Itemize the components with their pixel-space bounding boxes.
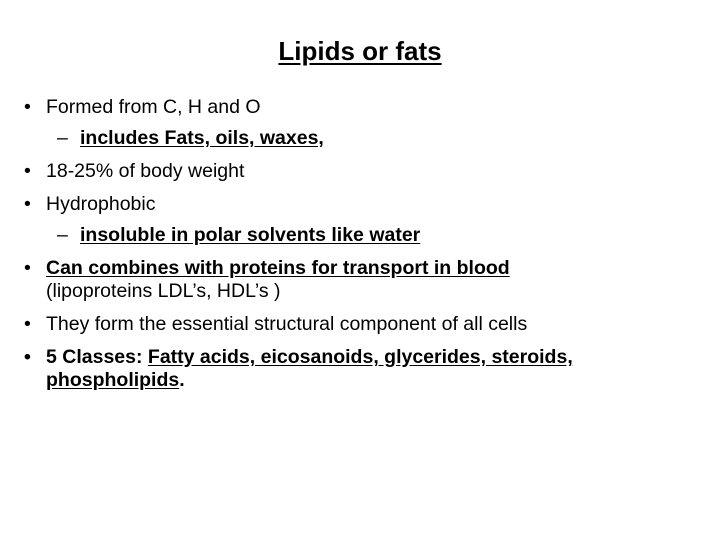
sub-bullet-text: includes Fats, oils, waxes, <box>80 127 324 149</box>
bullet-item <box>22 96 712 119</box>
slide-title-text: Lipids or fats <box>278 36 442 66</box>
dash-marker: – <box>57 127 68 149</box>
sub-bullet-item <box>22 127 712 150</box>
bullet-marker: • <box>24 193 31 215</box>
bullet-text: 18-25% of body weight <box>46 160 245 182</box>
classes-end: . <box>179 369 185 391</box>
bullet-marker: • <box>24 346 31 368</box>
slide-title <box>0 33 720 69</box>
bullet-item <box>22 160 712 183</box>
sub-bullet-item <box>22 224 712 247</box>
classes-last: phospholipids <box>46 369 180 391</box>
bullet-text: Hydrophobic <box>46 193 156 215</box>
dash-marker: – <box>57 224 68 246</box>
bullet-marker: • <box>24 96 31 118</box>
bullet-marker: • <box>24 160 31 182</box>
bullet-marker: • <box>24 257 31 279</box>
sub-bullet-text: insoluble in polar solvents like water <box>80 224 421 246</box>
bullet-marker: • <box>24 313 31 335</box>
bullet-text: They form the essential structural component of all cells <box>46 313 528 335</box>
bullet-item <box>22 257 712 303</box>
bullet-text-continuation: (lipoproteins LDL’s, HDL’s ) <box>46 280 281 302</box>
classes-list: Fatty acids, eicosanoids, glycerides, steroids, <box>147 346 573 368</box>
bullet-item <box>22 313 712 336</box>
bullet-item <box>22 346 712 392</box>
bullet-text-bold: Can combines with proteins for transport in blood <box>46 257 510 279</box>
classes-prefix: 5 Classes: <box>46 346 148 368</box>
bullet-list <box>22 96 712 392</box>
bullet-text: Formed from C, H and O <box>46 96 261 118</box>
bullet-item <box>22 193 712 216</box>
